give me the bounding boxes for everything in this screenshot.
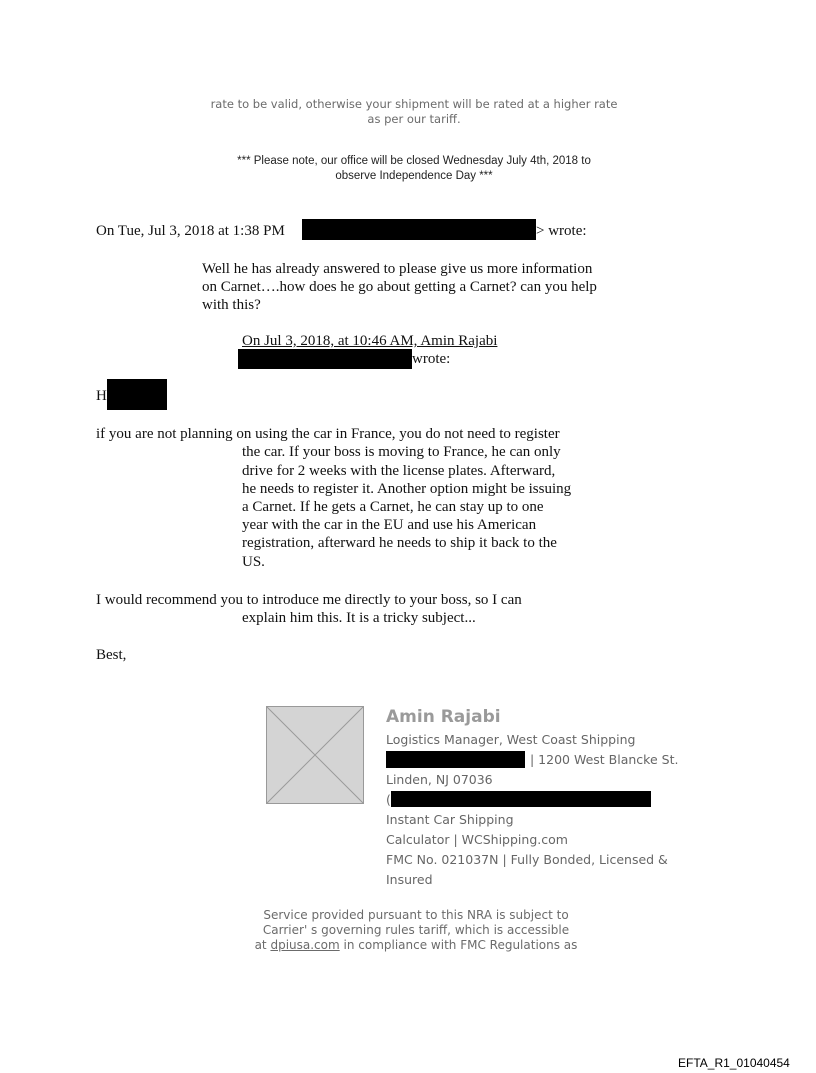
rate-notice-line1: rate to be valid, otherwise your shipment will be rated at a higher rate (210, 97, 618, 111)
body-line: I would recommend you to introduce me directly to your boss, so I can (96, 592, 522, 608)
redaction-block (238, 349, 412, 369)
disclaimer-line1: Service provided pursuant to this NRA is subject to (263, 908, 569, 922)
closing: Best, (96, 647, 127, 663)
disclaimer-line3-prefix: at (254, 938, 271, 952)
body-line: if you are not planning on using the car in France, you do not need to register (96, 426, 560, 442)
closure-notice-line2: observe Independence Day *** (335, 170, 493, 182)
reply2-header-line2: wrote: (412, 351, 451, 367)
redaction-block (107, 379, 167, 410)
dpiusa-link[interactable]: dpiusa.com (270, 938, 340, 952)
signature-fmc-line1: FMC No. 021037N | Fully Bonded, Licensed & (386, 852, 668, 867)
body-line: US. (242, 554, 265, 570)
signature-calculator-line2: Calculator | WCShipping.com (386, 832, 568, 847)
redaction-block (302, 219, 536, 240)
disclaimer-line2: Carrier' s governing rules tariff, which is accessible (262, 923, 570, 937)
body-line: registration, afterward he needs to ship it back to the (242, 535, 557, 551)
reply1-line: on Carnet….how does he go about getting a Carnet? can you help (202, 279, 597, 295)
reply1-line: Well he has already answered to please give us more information (202, 261, 593, 277)
signature-address: | 1200 West Blancke St. (530, 752, 679, 767)
signature-title: Logistics Manager, West Coast Shipping (386, 732, 636, 747)
signature-fmc-line2: Insured (386, 872, 433, 887)
reply1-line: with this? (202, 297, 261, 313)
signature-city: Linden, NJ 07036 (386, 772, 493, 787)
greeting: H (96, 388, 107, 404)
reply2-header-line1: On Jul 3, 2018, at 10:46 AM, Amin Rajabi (242, 333, 498, 349)
disclaimer-line3-suffix: in compliance with FMC Regulations as (339, 938, 578, 952)
redaction-block (386, 751, 525, 768)
disclaimer-line3 (216, 938, 616, 952)
signature-calculator-line1: Instant Car Shipping (386, 812, 514, 827)
body-line: he needs to register it. Another option might be issuing (242, 481, 572, 497)
body-line: the car. If your boss is moving to France, he can only (242, 444, 561, 460)
signature-photo-placeholder (266, 706, 364, 804)
body-line: explain him this. It is a tricky subject... (242, 610, 476, 626)
rate-notice-line2: as per our tariff. (367, 112, 461, 126)
reply1-header-prefix: On Tue, Jul 3, 2018 at 1:38 PM (96, 223, 285, 239)
signature-name: Amin Rajabi (386, 707, 501, 727)
redaction-block (391, 791, 651, 807)
body-line: year with the car in the EU and use his American (242, 517, 537, 533)
signature-phone-prefix: ( (386, 792, 391, 807)
broken-image-icon (267, 707, 363, 803)
body-line: a Carnet. If he gets a Carnet, he can stay up to one (242, 499, 544, 515)
document-id: EFTA_R1_01040454 (678, 1056, 790, 1070)
reply1-header-suffix: > wrote: (536, 223, 587, 239)
closure-notice-line1: *** Please note, our office will be closed Wednesday July 4th, 2018 to (237, 155, 591, 167)
body-line: drive for 2 weeks with the license plates. Afterward, (242, 463, 556, 479)
